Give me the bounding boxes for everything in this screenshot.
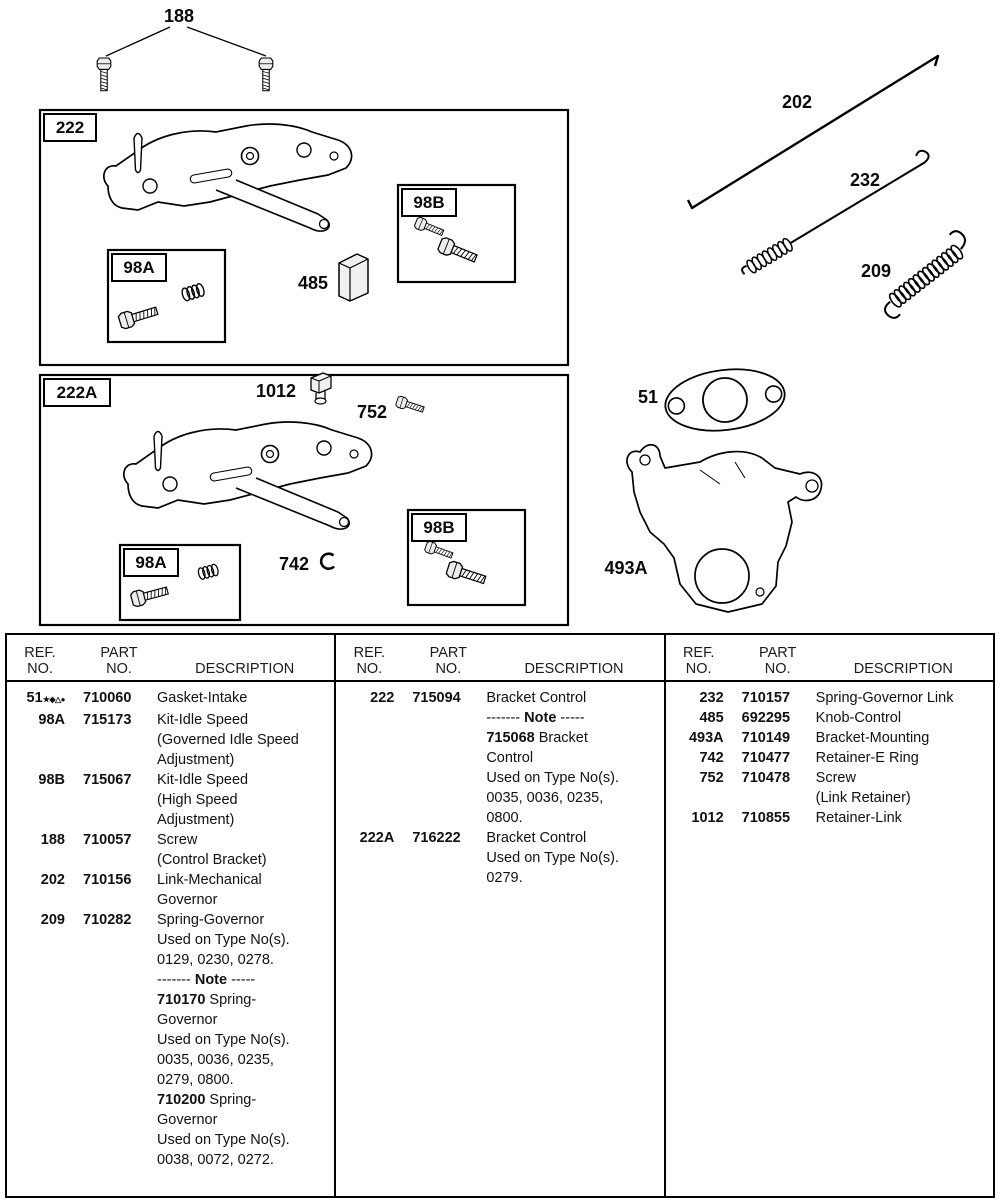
label-222: 222 xyxy=(55,118,85,137)
parts-table-column-2 xyxy=(334,635,663,1196)
description-header: DESCRIPTION xyxy=(853,661,953,677)
screw-icon xyxy=(97,58,111,91)
table-row xyxy=(11,688,330,710)
ref-header-line1: REF. xyxy=(24,645,56,661)
label-209: 209 xyxy=(860,261,892,281)
control-bracket-screws-group xyxy=(97,6,273,91)
ref-header-line2: NO. xyxy=(685,661,712,677)
ref-no-cell: 98B xyxy=(38,772,65,788)
ref-no-cell: 209 xyxy=(40,912,65,928)
part-no-header xyxy=(408,645,488,677)
ref-no-cell: 485 xyxy=(699,710,724,726)
parts-table-column-3 xyxy=(664,635,993,1196)
ref-no-header xyxy=(340,645,398,677)
description-cell: Link-Mechanical Governor xyxy=(157,872,262,908)
gasket-drawing xyxy=(662,363,788,437)
ref-no-cell: 742 xyxy=(699,750,724,766)
description-cell: Retainer-E Ring xyxy=(815,750,919,766)
table-body xyxy=(666,682,993,828)
description-cell: Kit-Idle Speed (Governed Idle Speed Adjustment) xyxy=(157,712,299,768)
part-no-cell: 710149 xyxy=(741,730,791,746)
table-row xyxy=(670,728,989,748)
screw-icon xyxy=(395,396,425,416)
description-cell: Screw (Control Bracket) xyxy=(157,832,267,868)
ref-header-line2: NO. xyxy=(356,661,383,677)
part-no-cell: 710156 xyxy=(83,872,132,888)
table-row xyxy=(670,708,989,728)
table-header xyxy=(666,635,993,682)
label-222a: 222A xyxy=(56,383,98,402)
part-no-cell: 715173 xyxy=(83,712,132,728)
description-cell: Spring-Governor Used on Type No(s). 0129, 0230, 0278. ------- Note ----- 710170 Spring- Governor Used on Type No(s). 0035, 0036, 0235, 0279, 0800. 710200 Spring- Governor Used on Type No(s). 0038, 0072, 0272. xyxy=(157,912,290,1168)
label-752: 752 xyxy=(356,402,388,422)
label-232: 232 xyxy=(849,170,881,190)
description-cell: Spring-Governor Link xyxy=(815,690,954,706)
description-cell: Bracket Control Used on Type No(s). 0279. xyxy=(486,830,620,886)
part-no-header xyxy=(79,645,159,677)
ref-no-cell: 202 xyxy=(40,872,65,888)
leader-lines-188 xyxy=(106,27,266,56)
table-body xyxy=(7,682,334,1170)
part-header-line1: PART xyxy=(758,645,797,661)
gasket-intake-group xyxy=(638,363,788,437)
part-header-line2: NO. xyxy=(764,661,791,677)
footnote-symbols: ★◆△● xyxy=(42,695,65,704)
ref-no-cell: 222 xyxy=(370,690,395,706)
description-cell: Retainer-Link xyxy=(815,810,902,826)
ref-no-cell: 493A xyxy=(688,730,724,746)
description-cell: Bracket Control ------- Note ----- 715068 Bracket Control Used on Type No(s). 0035, 0036, 0235, 0800. xyxy=(486,690,620,826)
label-98a: 98A xyxy=(123,258,155,277)
table-row xyxy=(670,768,989,808)
table-header xyxy=(7,635,334,682)
label-98b: 98B xyxy=(413,193,445,212)
link-mechanical-governor-group xyxy=(688,56,938,208)
part-no-header xyxy=(738,645,818,677)
table-header xyxy=(336,635,663,682)
part-no-cell: 710477 xyxy=(741,750,791,766)
label-485: 485 xyxy=(297,273,329,293)
part-no-cell: 715094 xyxy=(412,690,461,706)
ref-no-cell: 752 xyxy=(699,770,724,786)
table-row xyxy=(11,770,330,830)
part-no-cell: 710855 xyxy=(741,810,791,826)
part-no-cell: 710060 xyxy=(83,690,132,706)
table-row xyxy=(340,828,659,888)
ref-no-cell: 1012 xyxy=(691,810,724,826)
part-no-cell: 710057 xyxy=(83,832,132,848)
ref-header-line1: REF. xyxy=(682,645,715,661)
governor-link-drawing xyxy=(688,56,938,208)
ref-no-cell: 222A xyxy=(359,830,395,846)
label-493a: 493A xyxy=(604,558,648,578)
ref-header-line1: REF. xyxy=(353,645,386,661)
bracket-control-222a-group xyxy=(40,373,568,625)
label-98a: 98A xyxy=(135,553,167,572)
description-cell: Kit-Idle Speed (High Speed Adjustment) xyxy=(157,772,249,828)
label-742: 742 xyxy=(278,554,310,574)
label-98b: 98B xyxy=(423,518,455,537)
ref-no-header xyxy=(670,645,728,677)
screw-icon xyxy=(259,58,273,91)
part-no-cell: 715067 xyxy=(83,772,132,788)
part-no-cell: 692295 xyxy=(741,710,791,726)
retainer-link-drawing xyxy=(311,373,331,404)
table-row xyxy=(11,710,330,770)
description-header: DESCRIPTION xyxy=(524,661,624,677)
label-51: 51 xyxy=(637,387,659,407)
parts-table xyxy=(5,633,995,1198)
ref-no-header xyxy=(11,645,69,677)
bracket-control-222-group xyxy=(40,110,568,365)
table-row xyxy=(340,688,659,828)
bracket-mounting-group xyxy=(604,445,821,612)
description-cell: Bracket-Mounting xyxy=(815,730,930,746)
part-no-cell: 710157 xyxy=(741,690,791,706)
table-row xyxy=(11,870,330,910)
parts-table-column-1 xyxy=(7,635,334,1196)
spring-link-drawing xyxy=(736,148,934,278)
part-no-cell: 710478 xyxy=(741,770,791,786)
bracket-control-drawing xyxy=(124,422,372,529)
part-no-cell: 716222 xyxy=(412,830,461,846)
table-row xyxy=(670,688,989,708)
e-ring-drawing xyxy=(321,554,334,569)
ref-no-cell: 188 xyxy=(40,832,65,848)
description-cell: Gasket-Intake xyxy=(157,690,248,706)
part-no-cell: 710282 xyxy=(83,912,132,928)
description-header: DESCRIPTION xyxy=(195,661,295,677)
part-header-line1: PART xyxy=(429,645,467,661)
bracket-control-drawing xyxy=(104,124,352,231)
ref-no-cell: 51★◆△● xyxy=(26,690,65,706)
label-202: 202 xyxy=(781,92,813,112)
part-header-line2: NO. xyxy=(435,661,462,677)
description-cell: Screw (Link Retainer) xyxy=(815,770,911,806)
table-row xyxy=(11,830,330,870)
table-row xyxy=(670,808,989,828)
part-header-line1: PART xyxy=(100,645,138,661)
label-188: 188 xyxy=(163,6,195,26)
table-body xyxy=(336,682,663,888)
spring-governor-link-group xyxy=(736,148,934,278)
ref-header-line2: NO. xyxy=(27,661,53,677)
table-row xyxy=(11,910,330,1170)
ref-no-cell: 98A xyxy=(38,712,65,728)
ref-no-cell: 232 xyxy=(699,690,724,706)
label-1012: 1012 xyxy=(255,381,297,401)
knob-control-drawing xyxy=(339,254,368,301)
table-row xyxy=(670,748,989,768)
part-header-line2: NO. xyxy=(106,661,132,677)
spring-governor-group xyxy=(861,228,978,321)
bracket-mounting-drawing xyxy=(627,445,822,612)
description-cell: Knob-Control xyxy=(815,710,902,726)
